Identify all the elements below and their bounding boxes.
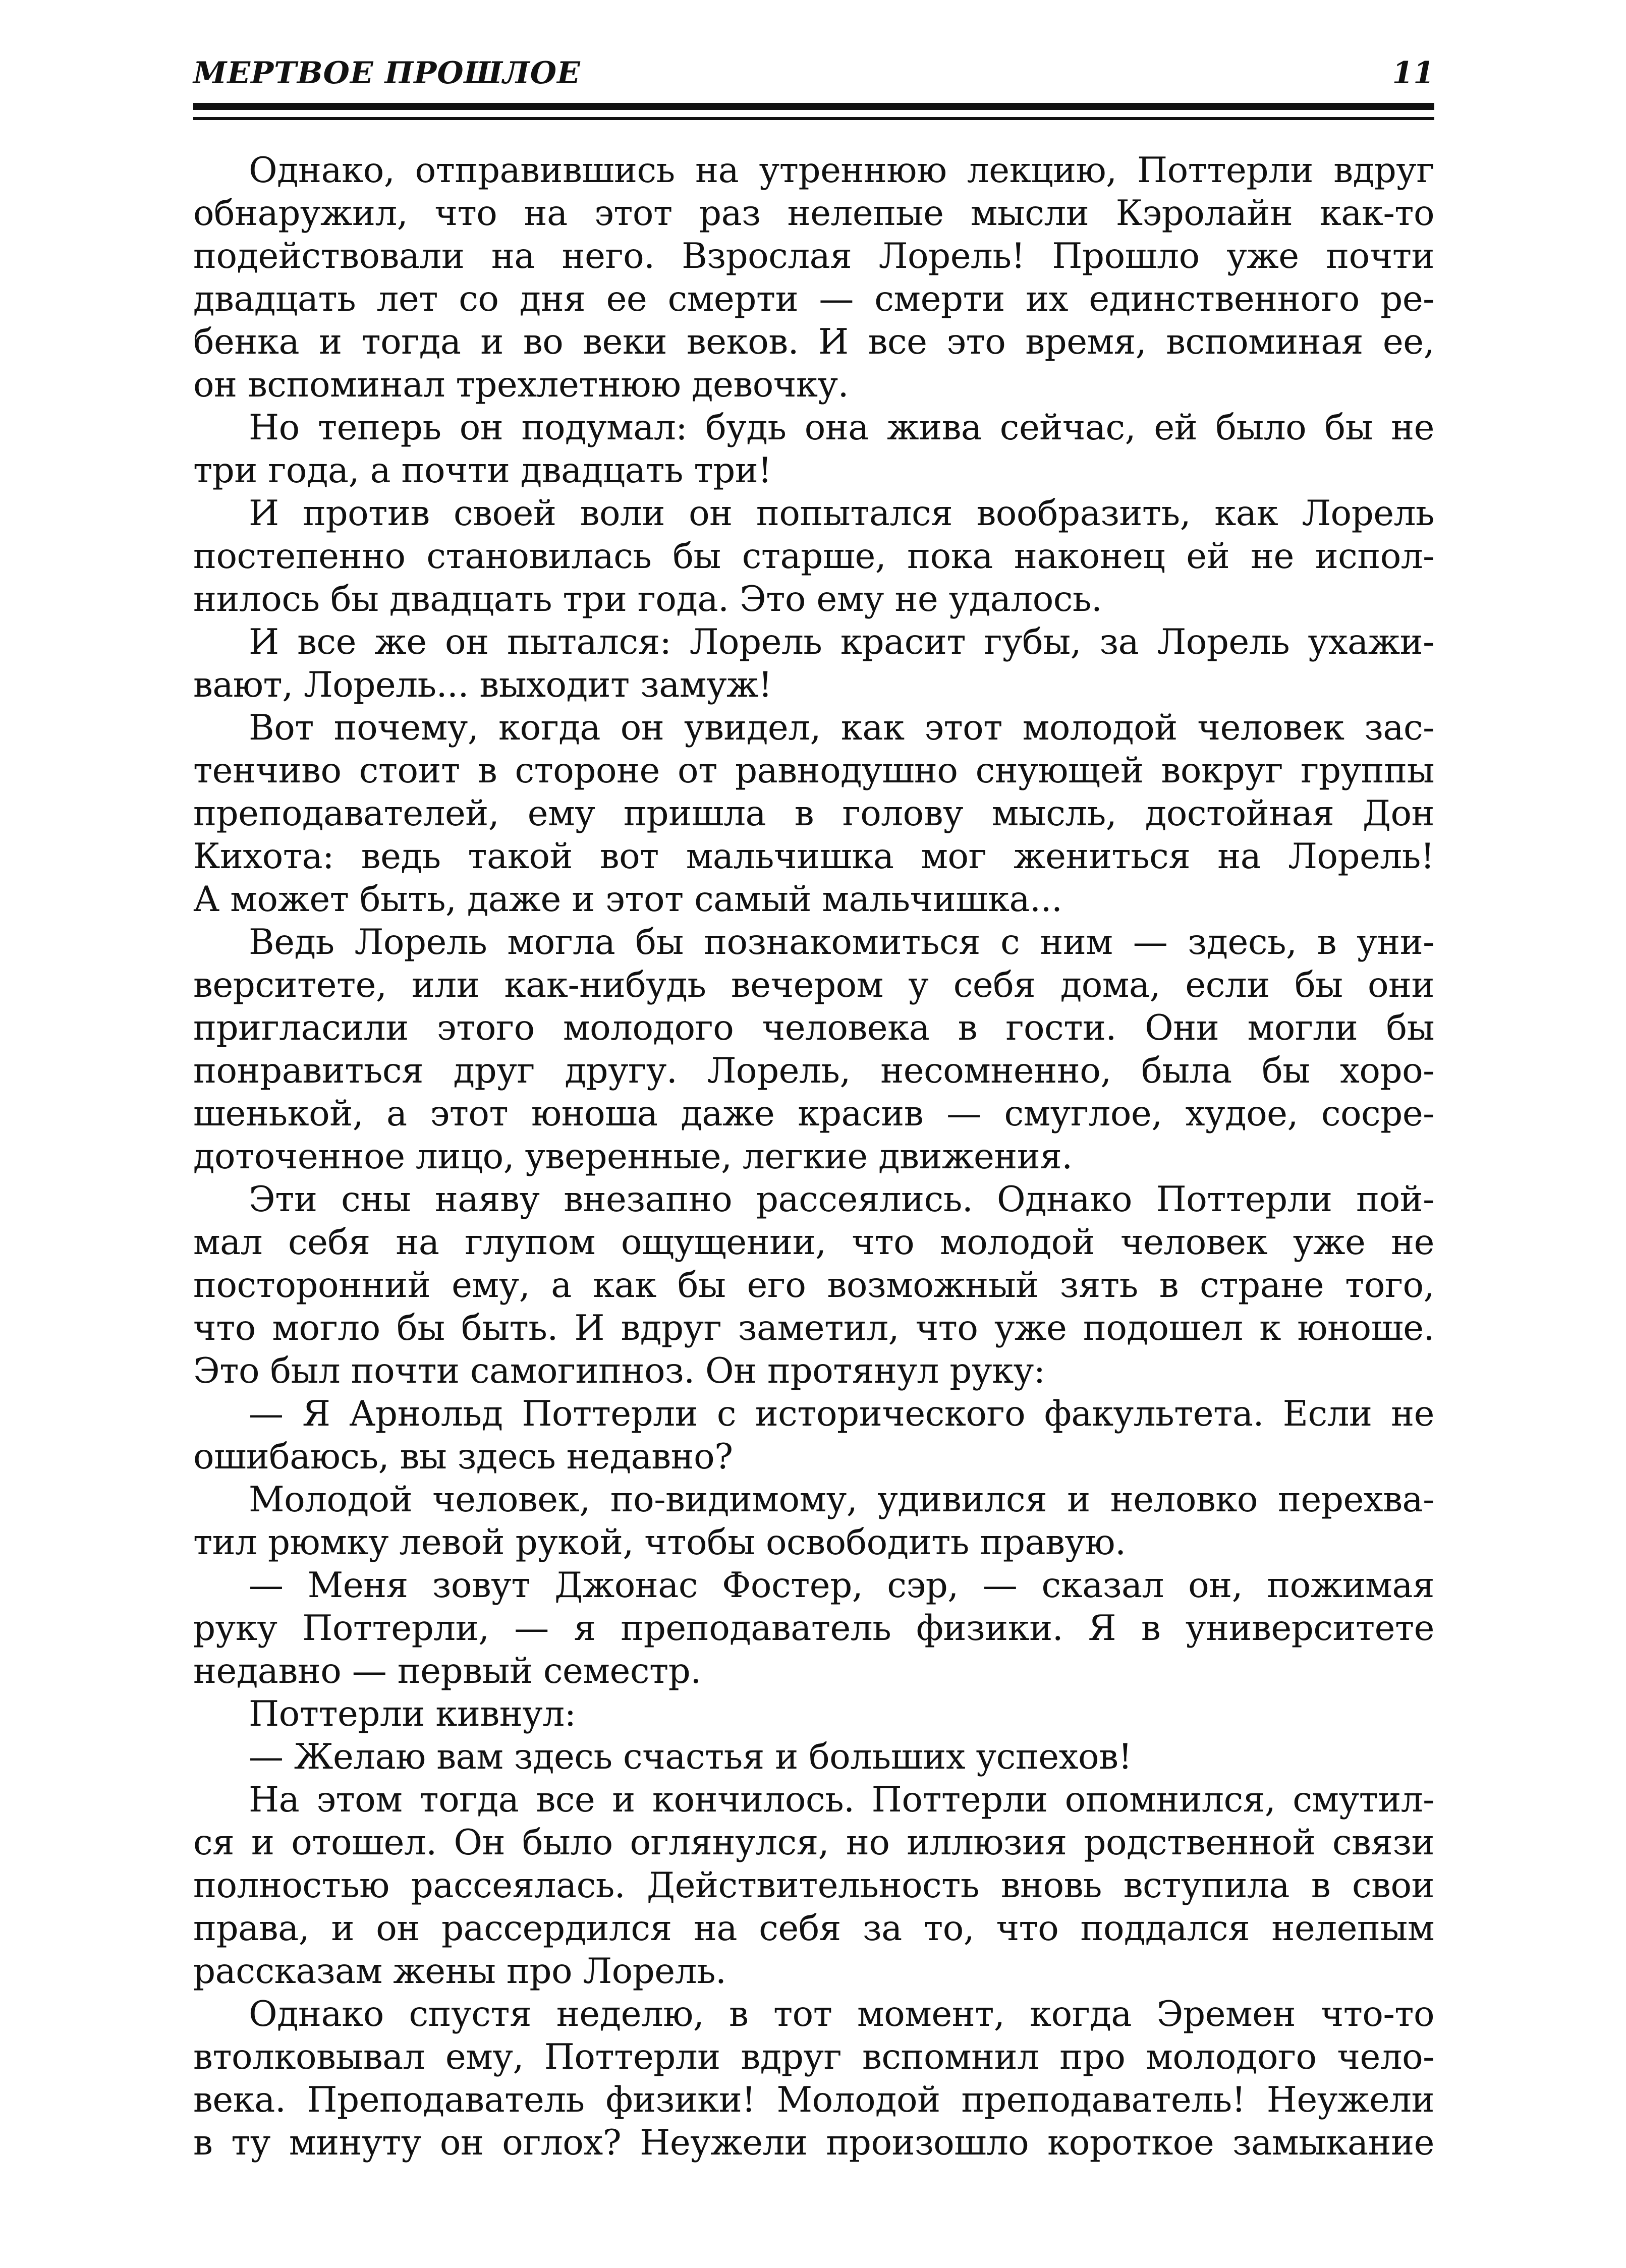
text-line: Эти сны наяву внезапно рассеялись. Однако Поттерли пой- xyxy=(249,1179,1434,1220)
text-line: руку Поттерли, — я преподаватель физики. Я в университете xyxy=(193,1608,1434,1649)
text-line: И все же он пытался: Лорель красит губы, за Лорель ухажи- xyxy=(249,622,1434,662)
text-line: он вспоминал трехлетнюю девочку. xyxy=(193,365,849,405)
text-line: А может быть, даже и этот самый мальчишка... xyxy=(193,879,1062,920)
text-line: недавно — первый семестр. xyxy=(193,1651,701,1691)
text-line: — Меня зовут Джонас Фостер, сэр, — сказал он, пожимая xyxy=(249,1565,1434,1606)
header-rule-thin xyxy=(193,117,1434,120)
text-line: тил рюмку левой рукой, чтобы освободить правую. xyxy=(193,1522,1126,1563)
text-line: ся и отошел. Он было оглянулся, но иллюзия родственной связи xyxy=(193,1823,1434,1863)
text-line: На этом тогда все и кончилось. Поттерли опомнился, смутил- xyxy=(249,1780,1434,1820)
text-line: Вот почему, когда он увидел, как этот молодой человек зас- xyxy=(249,708,1434,748)
text-line: Это был почти самогипноз. Он протянул руку: xyxy=(193,1351,1045,1391)
text-line: Но теперь он подумал: будь она жива сейчас, ей было бы не xyxy=(249,408,1434,448)
text-line: пригласили этого молодого человека в гости. Они могли бы xyxy=(193,1008,1434,1048)
text-line: Однако спустя неделю, в тот момент, когда Эремен что-то xyxy=(249,1994,1434,2034)
text-line: доточенное лицо, уверенные, легкие движения. xyxy=(193,1137,1073,1177)
text-line: верситете, или как-нибудь вечером у себя дома, если бы они xyxy=(193,965,1434,1005)
text-line: века. Преподаватель физики! Молодой преподаватель! Неужели xyxy=(193,2080,1434,2120)
text-line: двадцать лет со дня ее смерти — смерти их единственного ре- xyxy=(193,279,1434,319)
text-line: посторонний ему, а как бы его возможный зять в стране того, xyxy=(193,1265,1434,1306)
text-line: права, и он рассердился на себя за то, что поддался нелепым xyxy=(193,1908,1434,1949)
text-line: Однако, отправившись на утреннюю лекцию, Поттерли вдруг xyxy=(249,150,1434,191)
running-title: МЕРТВОЕ ПРОШЛОЕ xyxy=(193,55,581,91)
text-line: постепенно становилась бы старше, пока наконец ей не испол- xyxy=(193,536,1434,577)
text-line: шенькой, а этот юноша даже красив — смуглое, худое, сосре- xyxy=(193,1094,1434,1134)
text-line: Кихота: ведь такой вот мальчишка мог жениться на Лорель! xyxy=(193,836,1434,877)
page-number: 11 xyxy=(1392,55,1434,91)
text-line: обнаружил, что на этот раз нелепые мысли Кэролайн как-то xyxy=(193,193,1434,234)
text-line: Поттерли кивнул: xyxy=(249,1694,576,1734)
text-line: нилось бы двадцать три года. Это ему не удалось. xyxy=(193,579,1102,619)
header-rule-thick xyxy=(193,103,1434,110)
text-line: — Желаю вам здесь счастья и больших успехов! xyxy=(249,1737,1132,1777)
text-line: И против своей воли он попытался вообразить, как Лорель xyxy=(249,493,1434,534)
body-text xyxy=(193,149,1434,2165)
text-line: Ведь Лорель могла бы познакомиться с ним — здесь, в уни- xyxy=(249,922,1434,962)
text-line: что могло бы быть. И вдруг заметил, что уже подошел к юноше. xyxy=(193,1308,1434,1348)
text-line: полностью рассеялась. Действительность вновь вступила в свои xyxy=(193,1865,1434,1906)
text-line: — Я Арнольд Поттерли с исторического факультета. Если не xyxy=(249,1394,1434,1434)
text-line: преподавателей, ему пришла в голову мысль, достойная Дон xyxy=(193,793,1434,834)
text-line: в ту минуту он оглох? Неужели произошло короткое замыкание xyxy=(193,2123,1434,2163)
text-line: тенчиво стоит в стороне от равнодушно снующей вокруг группы xyxy=(193,751,1434,791)
text-line: подействовали на него. Взрослая Лорель! Прошло уже почти xyxy=(193,236,1434,276)
text-line: вают, Лорель... выходит замуж! xyxy=(193,665,772,705)
text-line: понравиться друг другу. Лорель, несомненно, была бы хоро- xyxy=(193,1051,1434,1091)
text-line: три года, а почти двадцать три! xyxy=(193,450,772,491)
text-line: мал себя на глупом ощущении, что молодой человек уже не xyxy=(193,1222,1434,1263)
text-line: рассказам жены про Лорель. xyxy=(193,1951,726,1992)
text-line: ошибаюсь, вы здесь недавно? xyxy=(193,1437,733,1477)
text-line: втолковывал ему, Поттерли вдруг вспомнил про молодого чело- xyxy=(193,2037,1434,2077)
text-line: бенка и тогда и во веки веков. И все это время, вспоминая ее, xyxy=(193,322,1434,362)
text-line: Молодой человек, по-видимому, удивился и неловко перехва- xyxy=(249,1480,1434,1520)
running-header xyxy=(193,50,1434,96)
